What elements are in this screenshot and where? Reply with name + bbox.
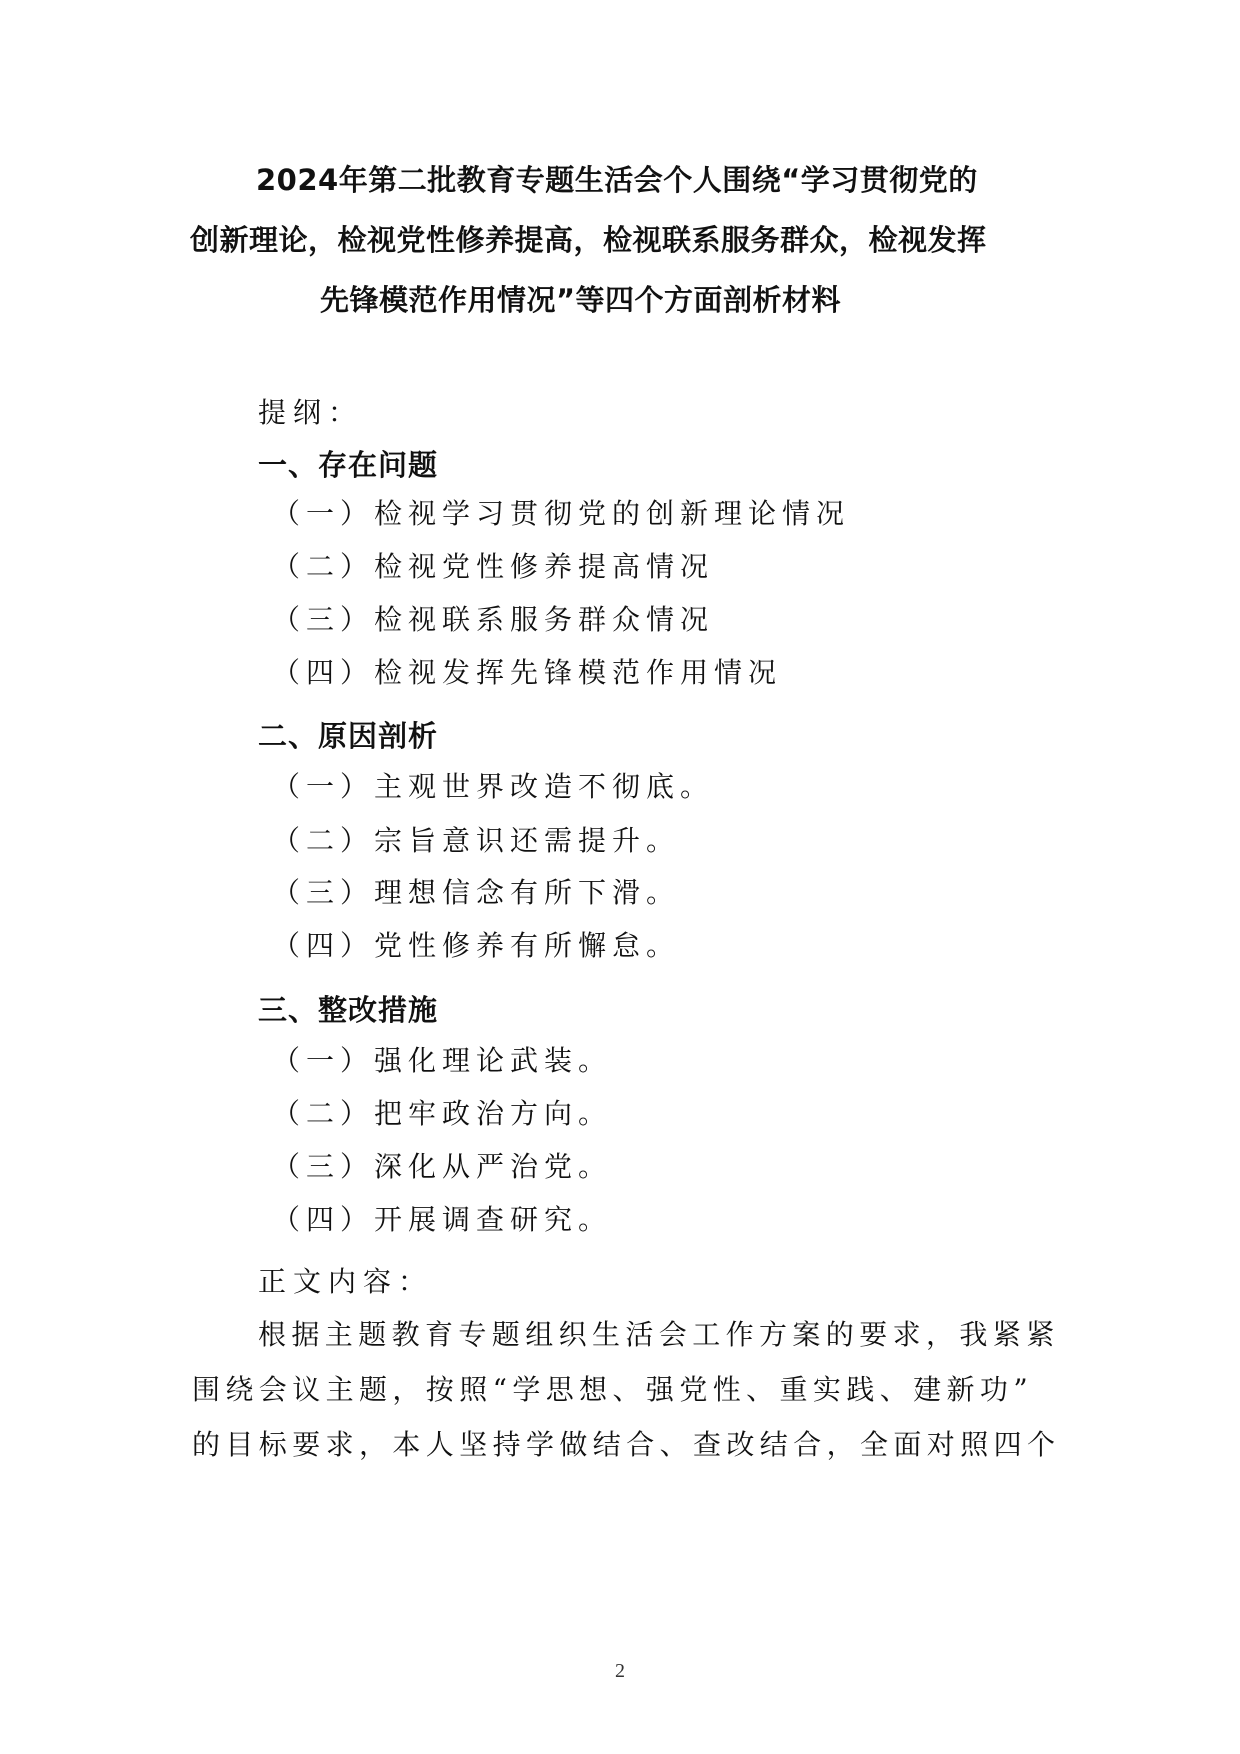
outline-item: （三）深化从严治党。 [272,1150,613,1183]
section-heading-problems: 一、存在问题 [258,448,439,482]
body-paragraph-line: 围绕会议主题，按照“学思想、强党性、重实践、建新功” [192,1373,1034,1406]
body-paragraph-line: 的目标要求，本人坚持学做结合、查改结合，全面对照四个 [192,1428,1061,1461]
outline-item: （三）理想信念有所下滑。 [272,876,681,909]
outline-item: （一）检视学习贯彻党的创新理论情况 [272,497,851,530]
body-paragraph-line: 根据主题教育专题组织生活会工作方案的要求，我紧紧 [258,1318,1060,1351]
document-title-line-3: 先锋模范作用情况”等四个方面剖析材料 [320,283,842,317]
outline-item: （四）党性修养有所懈怠。 [272,929,681,962]
outline-item: （四）开展调查研究。 [272,1203,613,1236]
outline-item: （一）强化理论武装。 [272,1044,613,1077]
section-heading-causes: 二、原因剖析 [258,719,439,753]
body-label: 正文内容： [258,1265,434,1298]
outline-label: 提纲： [258,396,364,429]
document-title-line-1: 2024年第二批教育专题生活会个人围绕“学习贯彻党的 [256,163,978,197]
outline-item: （二）检视党性修养提高情况 [272,550,715,583]
outline-item: （三）检视联系服务群众情况 [272,603,715,636]
document-title-line-2: 创新理论，检视党性修养提高，检视联系服务群众，检视发挥 [190,223,987,257]
outline-item: （二）把牢政治方向。 [272,1097,613,1130]
page-number: 2 [615,1660,625,1682]
section-heading-measures: 三、整改措施 [258,993,439,1027]
outline-item: （一）主观世界改造不彻底。 [272,770,715,803]
outline-item: （二）宗旨意识还需提升。 [272,824,681,857]
outline-item: （四）检视发挥先锋模范作用情况 [272,656,783,689]
